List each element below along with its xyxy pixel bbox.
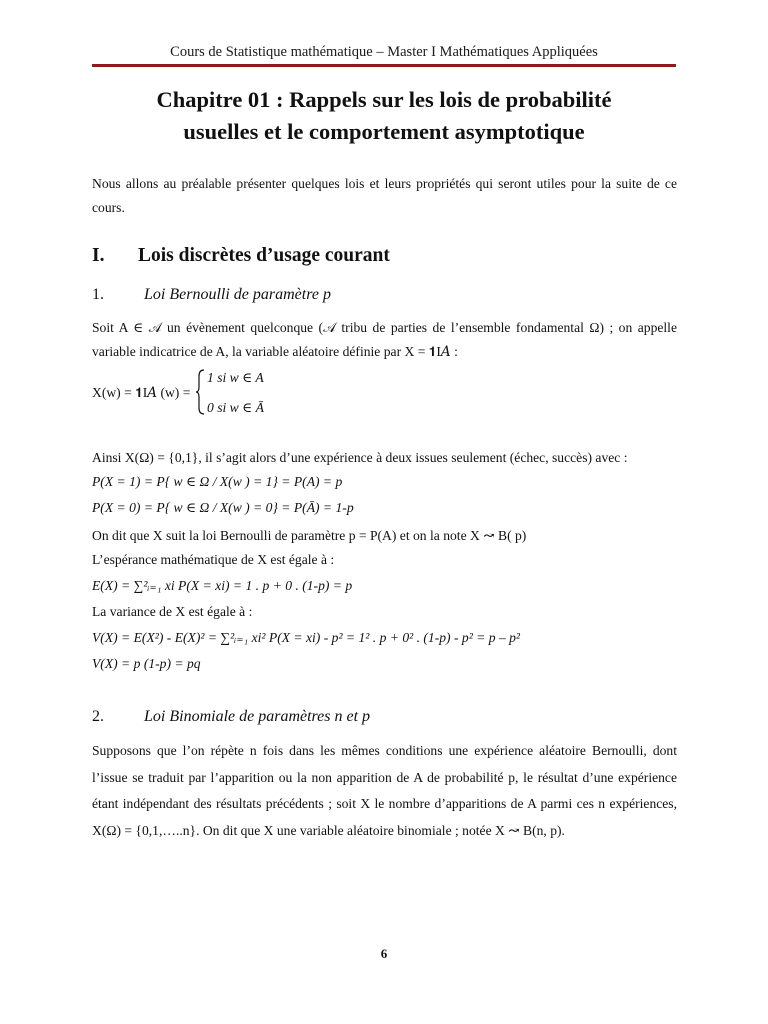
intro-paragraph: Nous allons au préalable présenter quelques lois et leurs propriétés qui seront utiles pour la suite de ce cours. — [92, 176, 677, 215]
subsection-1-number: 1. — [92, 286, 104, 303]
cases-brace — [195, 369, 205, 415]
subsection-2-heading — [92, 708, 370, 726]
binomial-paragraph: Supposons que l’on répète n fois dans les mêmes conditions une expérience aléatoire Bernoulli, dont l’issue se traduit par l’apparition ou la non apparition de A de probabilité p, le résultat d’une expérience étant indépendant des résultats précédents ; soit X le nombre d’apparitions de A parmi ces n expériences, X(Ω) = {0,1,…..n}. On dit que X une variable aléatoire binomiale ; notée X ↝ B(n, p). — [92, 743, 677, 838]
subsection-2-number: 2. — [92, 708, 104, 725]
subsection-1-heading — [92, 286, 331, 304]
bernoulli-notation: On dit que X suit la loi Bernoulli de paramètre p = P(A) et on la note X ↝ B( p) — [92, 528, 527, 543]
chapter-title-line-1: Chapitre 01 : Rappels sur les lois de probabilité — [156, 87, 612, 112]
chapter-title-line-2: usuelles et le comportement asymptotique — [183, 119, 585, 144]
indicator-case-1: 1 si w ∈ A — [207, 370, 264, 385]
expectation-formula: E(X) = ∑²ᵢ₌₁ xi P(X = xi) = 1 . p + 0 . (1-p) = p — [92, 578, 353, 593]
section-title: Lois discrètes d’usage courant — [138, 245, 390, 266]
outcomes-line: Ainsi X(Ω) = {0,1}, il s’agit alors d’une expérience à deux issues seulement (échec, succès) avec : — [92, 450, 628, 465]
section-number: I. — [92, 245, 105, 266]
subsection-2-title: Loi Binomiale de paramètres n et p — [144, 708, 371, 725]
page-number: 6 — [380, 946, 388, 961]
variance-formula: V(X) = E(X²) - E(X)² = ∑²ᵢ₌₁ xi² P(X = xi) - p² = 1² . p + 0² . (1-p) - p² = p – p² — [92, 630, 521, 645]
bernoulli-definition: Soit A ∈ 𝒜 un évènement quelconque (𝒜 tribu de parties de l’ensemble fondamental Ω) ; on appelle variable indicatrice de A, la variable aléatoire définie par X = 𝟏I𝐴 : — [92, 320, 677, 359]
expectation-label: L’espérance mathématique de X est égale à : — [92, 552, 335, 567]
running-header: Cours de Statistique mathématique – Master I Mathématiques Appliquées — [170, 44, 598, 60]
variance-label: La variance de X est égale à : — [92, 604, 253, 619]
variance-result: V(X) = p (1-p) = pq — [92, 656, 201, 671]
header-rule — [92, 64, 676, 67]
chapter-title — [92, 84, 676, 148]
subsection-1-title: Loi Bernoulli de paramètre p — [144, 286, 331, 303]
probability-x-equals-1: P(X = 1) = P{ w ∈ Ω / X(w ) = 1} = P(A) = p — [92, 474, 343, 489]
probability-x-equals-0: P(X = 0) = P{ w ∈ Ω / X(w ) = 0} = P(Ā) = 1-p — [92, 500, 354, 515]
indicator-lhs: X(w) = 𝟏I𝐴 (w) = — [92, 385, 191, 400]
section-heading — [92, 245, 390, 267]
indicator-case-2: 0 si w ∈ Ā — [207, 400, 264, 415]
